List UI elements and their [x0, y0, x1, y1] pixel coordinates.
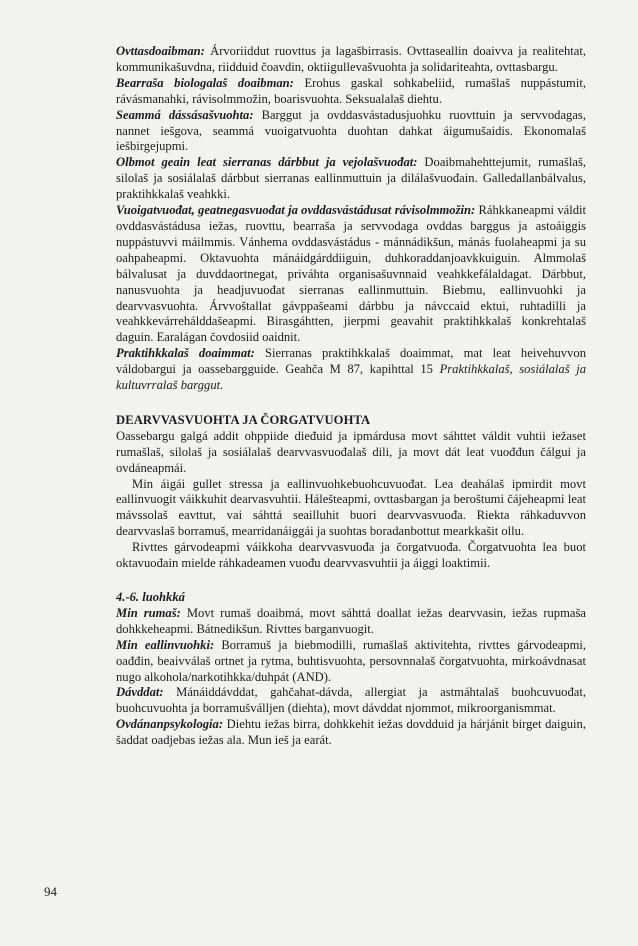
- paragraph-text: Ráhkkaneapmi váldit ovddasvástádusa iežas, ruovttu, bearraša ja servvodaga ovddas barggus ja astoáiggis nuppástuvvi máilmmis. Vánhema ovddasvástádus - mánnádikšun, mánás fuolaheapmi ja su oahpaheapmi. Oktavuohta mánáidgárddiiguin, duhkoraddanjoavkkuiguin. Almmolaš bálvalusat ja duvddaortnegat, priváhta organisašuvnnaid veahkkefálaldagat. Dárbbut, nanusvuohta ja headjuvuođat sierranas eallinmuttuin. Biebmu, eallinvuohki ja dearvvasvuohta. Árvvoštallat gávppašeami dárbbu ja návccaid ektui, ruhtadilli ja veahkkevárrehálddašeapmi. Birasgáhtten, jierpmi geavahit praktihkkalaš konkrehtalaš daguin. Earalágan čovdosiid oaidnit.: [116, 203, 586, 345]
- subsection-paragraph: [116, 717, 586, 749]
- paragraph-term: Dávddat:: [116, 685, 164, 700]
- paragraph-text: Árvoriiddut ruovttus ja lagašbirrasis. Ovttaseallin doaivva ja realitehtat, kommunikašuvdna, riidduid čoavdin, oktiigullevašvuohta ja solidariteahta, ovttasbargu.: [116, 44, 586, 74]
- paragraph-term: Olbmot geain leat sierranas dárbbut ja vejolašvuođat:: [116, 155, 418, 170]
- paragraph-term: Ovdánanpsykologia:: [116, 717, 224, 732]
- paragraph-text: Movt rumaš doaibmá, movt sáhttá doallat iežas dearvvasin, iežas rupmaša dohkkeheapmi. Bátnedikšun. Rivttes barganvuogit.: [116, 605, 586, 636]
- paragraph-term: Bearraša biologalaš doaibman:: [116, 75, 294, 90]
- paragraph-term: Min eallinvuohki:: [116, 637, 215, 652]
- paragraph: [116, 108, 586, 156]
- paragraph: [116, 155, 586, 203]
- section-paragraph: Min áigái gullet stressa ja eallinvuohkebuohcuvuođat. Lea deahálaš ipmirdit movt eallinvuogit váikkuhit dearvasvuhtii. Hálešteapmi, ovttasbargan ja beroštumi čájeheapmi leat mávssolaš eavttut, vai sáhttá seailluhit buori dearvvasvuođa. Riekta ráhkaduvvon dearvvaslaš borramuš, mearridanáiggái ja suohtas boradanbottut mearkkašit ollu.: [116, 476, 586, 539]
- subsection-heading: 4.-6. luohkká: [116, 590, 185, 604]
- paragraph-text: Doaibmahehttejumit, rumašlaš, silolaš ja sosiálalaš dárbbut sierranas eallinmuttuin ja dilálašvuođain. Galledallanbálvalus, praktihkkalaš veahkki.: [116, 155, 586, 202]
- paragraph-term: Praktihkkalaš doaimmat:: [116, 346, 255, 361]
- paragraph-text: Diehtu iežas birra, dohkkehit iežas dovdduid ja hárjánit birget daiguin, šaddat oadjebas iežas ala. Mun ieš ja earát.: [116, 717, 586, 748]
- paragraph-text: Sierranas praktihkkalaš doaimmat, mat leat heivehuvvon váldobargui ja oassebargguide. Geahča M 87, kapihttal 15: [116, 346, 586, 377]
- paragraph: [116, 44, 586, 76]
- page-body: [116, 44, 586, 749]
- page-number: 94: [44, 884, 57, 899]
- paragraph: [116, 76, 586, 108]
- paragraph-text: Borramuš ja biebmodilli, rumašlaš aktivitehta, rivttes gárvodeapmi, oađđin, beaivválaš ortnet ja rytma, buhtisvuohta, persovnnalaš čorgatvuohta, mirkoávdnasat nugo alkohola/narkotihkka/duhpát (AND).: [116, 637, 587, 684]
- subsection-paragraph: [116, 606, 586, 638]
- section-paragraph: Oassebargu galgá addit ohppiide dieđuid ja ipmárdusa movt sáhttet váldit vuhtii iežaset rumašlaš, silolaš ja sosiálalaš dearvvasvuođalaš dili, ja movt dát leat vuođđun čálgui ja ovdáneapmái.: [116, 428, 586, 475]
- paragraph: [116, 346, 586, 394]
- paragraph-italic-reference: Praktihkkalaš, sosiálalaš ja kultuvrralaš barggut.: [116, 362, 587, 393]
- paragraph-text: Barggut ja ovddasvástadusjuohku ruovttuin ja servvodagas, nannet iešgova, seammá vuoigatvuohta duohtan dahkat áigumušaidis. Ekonomalaš iešbirgejupmi.: [116, 107, 586, 154]
- paragraph-text: Mánáiddávddat, gahčahat-dávda, allergiat ja astmáhtalaš buohcuvuođat, buohcuvuohta ja borramušválljen (diehta), movt dávddat njommot, mikroorganismmat.: [116, 685, 586, 716]
- paragraph-term: Seammá dássásašvuohta:: [116, 107, 254, 122]
- paragraph-term: Min rumaš:: [116, 605, 181, 620]
- paragraph-text: Erohus gaskal sohkabeliid, rumašlaš nuppástumit, rávásmanahki, rávisolmmožin, boarisvuohta. Seksualalaš diehtu.: [116, 75, 586, 106]
- section-paragraph: Rivttes gárvodeapmi váikkoha dearvvasvuođa ja čorgatvuođa. Čorgatvuohta lea buot oktavuođain mielde ráhkadeamen vuođu dearvvasvuhtii ja áiggi loaktimii.: [116, 540, 586, 571]
- paragraph-term: Ovttasdoaibman:: [116, 44, 205, 58]
- subsection-paragraph: [116, 638, 586, 686]
- subsection-paragraph: [116, 685, 586, 717]
- section-heading: DEARVVASVUOHTA JA ČORGATVUOHTA: [116, 412, 371, 427]
- paragraph-term: Vuoigatvuođat, geatnegasvuođat ja ovddasvástádusat rávisolmmožin:: [116, 203, 476, 218]
- paragraph: [116, 203, 586, 346]
